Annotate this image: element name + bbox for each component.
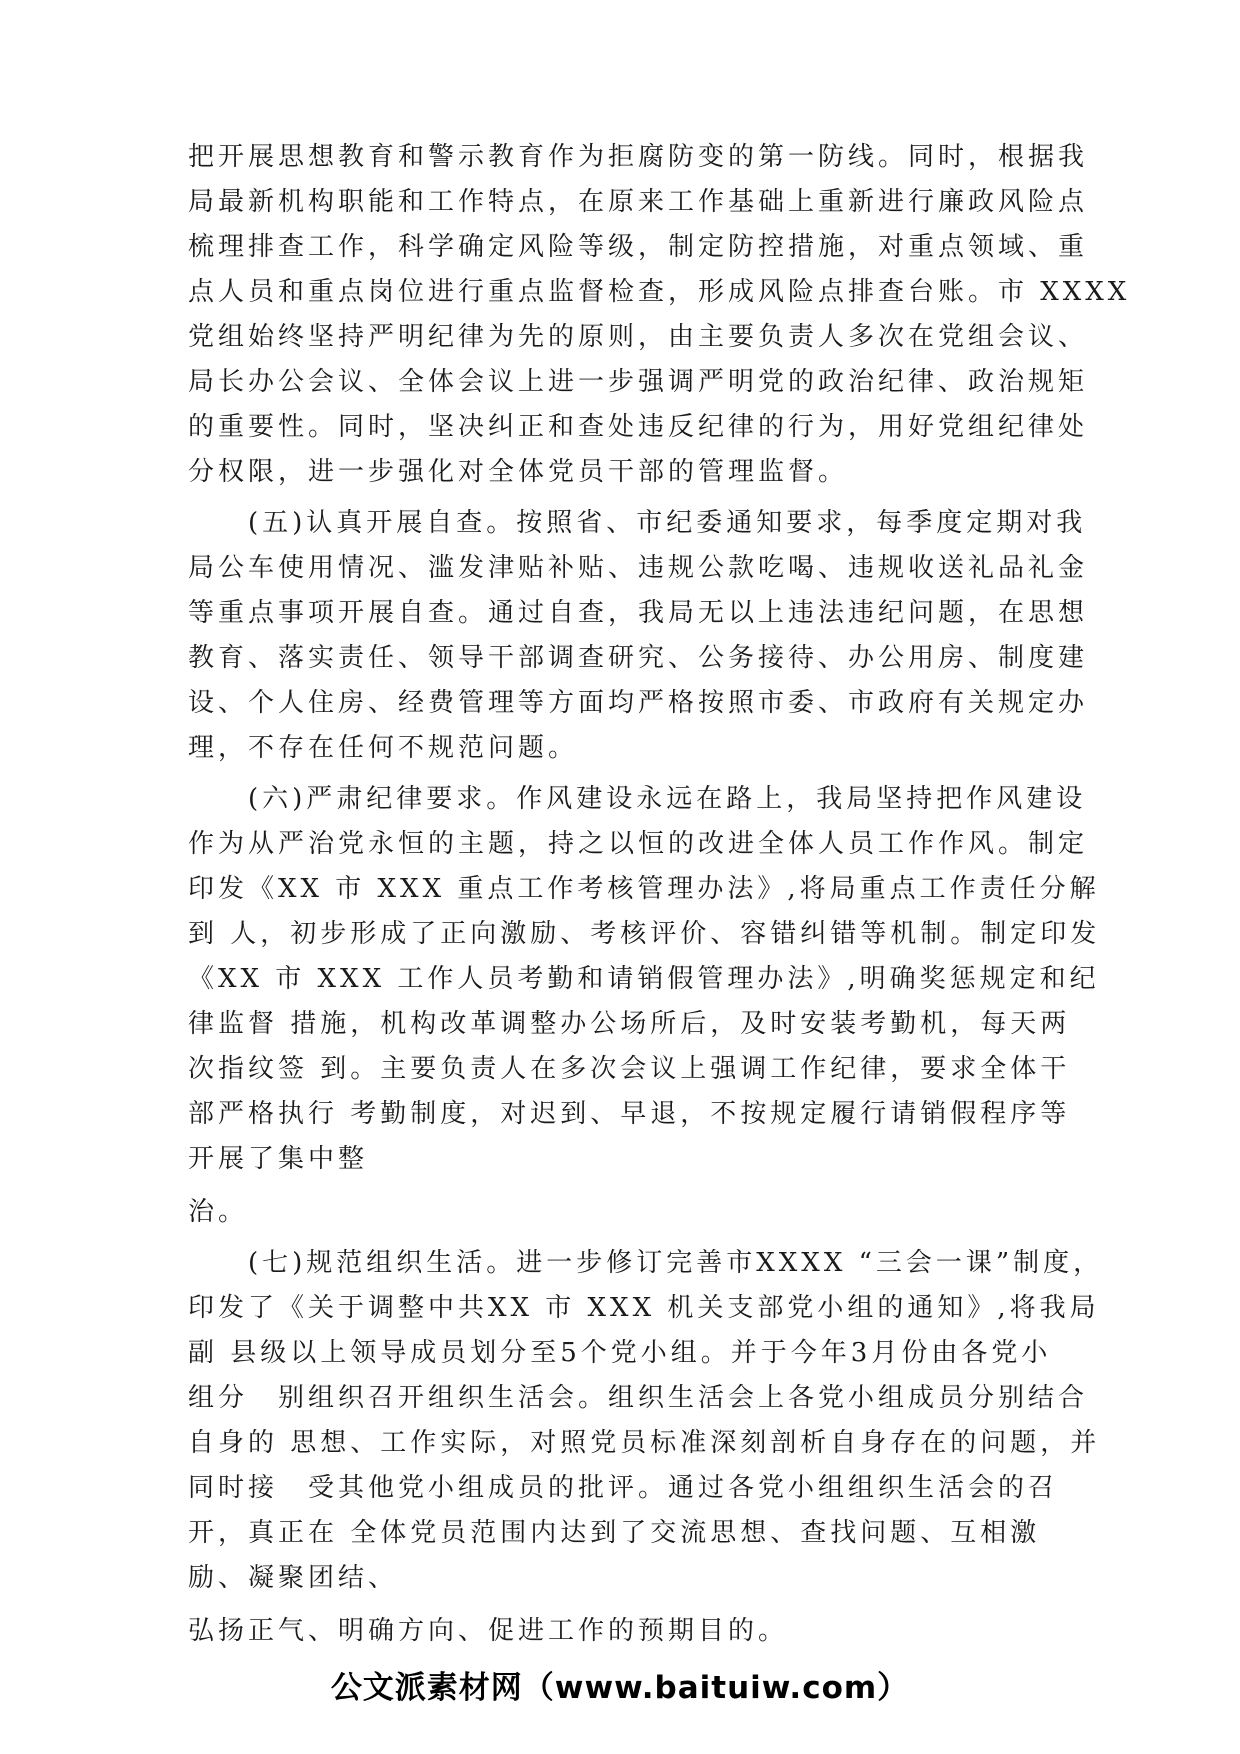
- body-text-line: 次指纹签 到。主要负责人在多次会议上强调工作纪律，要求全体干: [188, 1054, 1071, 1084]
- body-text-line: 同时接 受其他党小组成员的批评。通过各党小组组织生活会的召: [188, 1473, 1059, 1503]
- body-text-line: 印发了《关于调整中共XX 市 XXX 机关支部党小组的通知》,将我局: [188, 1293, 1100, 1323]
- section-six-heading-line: (六)严肃纪律要求。作风建设永远在路上，我局坚持把作风建设: [188, 784, 1087, 814]
- body-text-line: 弘扬正气、明确方向、促进工作的预期目的。: [188, 1616, 789, 1646]
- body-text-line: 印发《XX 市 XXX 重点工作考核管理办法》,将局重点工作责任分解: [188, 874, 1100, 904]
- body-text-line: 局公车使用情况、滥发津贴补贴、违规公款吃喝、违规收送礼品礼金: [188, 553, 1089, 583]
- body-text-line: 党组始终坚持严明纪律为先的原则，由主要负责人多次在党组会议、: [188, 322, 1089, 352]
- body-text-line: 治。: [188, 1197, 249, 1227]
- body-text-line: 把开展思想教育和警示教育作为拒腐防变的第一防线。同时，根据我: [188, 142, 1089, 172]
- body-text-line: 梳理排查工作，科学确定风险等级，制定防控措施，对重点领域、重: [188, 232, 1089, 262]
- section-five-heading-line: (五)认真开展自查。按照省、市纪委通知要求，每季度定期对我: [188, 508, 1087, 538]
- footer-watermark: 公文派素材网（www.baituiw.com）: [330, 1670, 910, 1706]
- body-text-line: 等重点事项开展自查。通过自查，我局无以上违法违纪问题，在思想: [188, 598, 1089, 628]
- body-text-line: 到 人，初步形成了正向激励、考核评价、容错纠错等机制。制定印发: [188, 919, 1101, 949]
- body-text-line: 局最新机构职能和工作特点，在原来工作基础上重新进行廉政风险点: [188, 187, 1089, 217]
- body-text-line: 律监督 措施，机构改革调整办公场所后，及时安装考勤机，每天两: [188, 1009, 1071, 1039]
- body-text-line: 副 县级以上领导成员划分至5个党小组。并于今年3月份由各党小: [188, 1338, 1052, 1368]
- body-text-line: 理，不存在任何不规范问题。: [188, 733, 579, 763]
- body-text-line: 自身的 思想、工作实际，对照党员标准深刻剖析自身存在的问题，并: [188, 1428, 1101, 1458]
- body-text-line: 组分 别组织召开组织生活会。组织生活会上各党小组成员分别结合: [188, 1383, 1089, 1413]
- body-text-line: 开，真正在 全体党员范围内达到了交流思想、查找问题、互相激: [188, 1518, 1041, 1548]
- body-text-line: 《XX 市 XXX 工作人员考勤和请销假管理办法》,明确奖惩规定和纪: [188, 964, 1100, 994]
- section-seven-heading-line: (七)规范组织生活。进一步修订完善市XXXX “三会一课”制度，: [188, 1248, 1104, 1278]
- body-text-line: 点人员和重点岗位进行重点监督检查，形成风险点排查台账。市 XXXX: [188, 277, 1131, 307]
- body-text-line: 部严格执行 考勤制度，对迟到、早退，不按规定履行请销假程序等: [188, 1099, 1071, 1129]
- body-text-line: 的重要性。同时，坚决纠正和查处违反纪律的行为，用好党组纪律处: [188, 412, 1089, 442]
- body-text-line: 教育、落实责任、领导干部调查研究、公务接待、办公用房、制度建: [188, 643, 1089, 673]
- body-text-line: 作为从严治党永恒的主题，持之以恒的改进全体人员工作作风。制定: [188, 829, 1089, 859]
- body-text-line: 开展了集中整: [188, 1144, 369, 1174]
- body-text-line: 设、个人住房、经费管理等方面均严格按照市委、市政府有关规定办: [188, 688, 1089, 718]
- body-text-line: 局长办公会议、全体会议上进一步强调严明党的政治纪律、政治规矩: [188, 367, 1089, 397]
- body-text-line: 励、凝聚团结、: [188, 1563, 399, 1593]
- body-text-line: 分权限，进一步强化对全体党员干部的管理监督。: [188, 457, 849, 487]
